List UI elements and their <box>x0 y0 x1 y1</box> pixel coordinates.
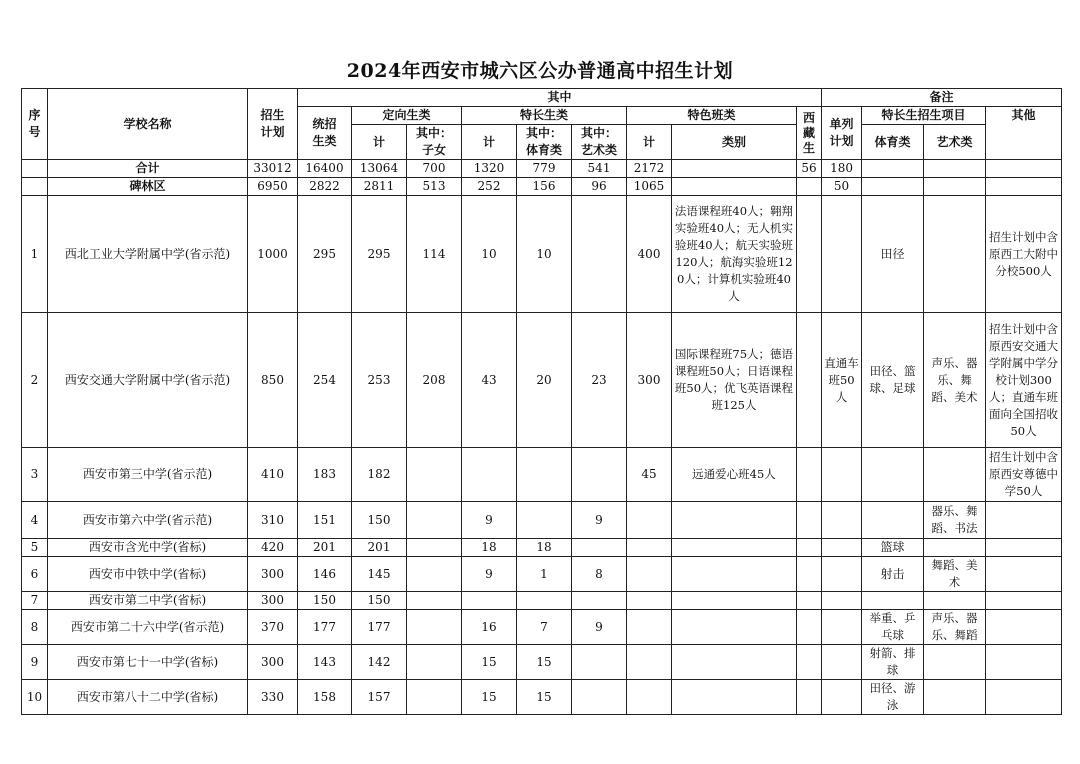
row-dx-zinv <box>407 557 462 592</box>
row-other <box>986 539 1062 557</box>
col-tc-tiyu: 其中： 体育类 <box>517 125 572 160</box>
row-ts-type: 国际课程班75人；德语课程班50人；日语课程班50人；优飞英语课程班125人 <box>672 313 797 448</box>
row-plan: 410 <box>248 448 298 502</box>
row-tc-tiyu: 1 <box>517 557 572 592</box>
row-ts-type: 法语课程班40人；翱翔实验班40人；无人机实验班40人；航天实验班120人；航海实验班120人；计算机实验班40人 <box>672 196 797 313</box>
row-no: 3 <box>22 448 48 502</box>
row-school: 西北工业大学附属中学(省示范) <box>48 196 248 313</box>
table-row <box>22 502 1062 539</box>
district-tongzhao: 2822 <box>298 178 352 196</box>
row-yishulei: 舞蹈、美术 <box>924 557 986 592</box>
col-dingxiang: 定向生类 <box>352 107 462 125</box>
row-ts-type: 远通爱心班45人 <box>672 448 797 502</box>
row-tiyulei: 田径、游泳 <box>862 680 924 715</box>
row-tc: 15 <box>462 645 517 680</box>
row-plan: 420 <box>248 539 298 557</box>
row-dx-zinv <box>407 645 462 680</box>
table-row <box>22 448 1062 502</box>
row-tongzhao: 151 <box>298 502 352 539</box>
row-tc-yishu: 9 <box>572 610 627 645</box>
table-row <box>22 610 1062 645</box>
row-ts-type <box>672 592 797 610</box>
row-tc-yishu <box>572 448 627 502</box>
row-tc <box>462 448 517 502</box>
row-danlie <box>822 448 862 502</box>
row-tc: 15 <box>462 680 517 715</box>
row-danlie <box>822 592 862 610</box>
row-tc-yishu <box>572 539 627 557</box>
row-tongzhao: 183 <box>298 448 352 502</box>
row-school: 西安交通大学附属中学(省示范) <box>48 313 248 448</box>
total-label: 合计 <box>48 160 248 178</box>
row-school: 西安市第七十一中学(省标) <box>48 645 248 680</box>
row-tongzhao: 201 <box>298 539 352 557</box>
row-xizang <box>797 313 822 448</box>
row-dx-zinv <box>407 680 462 715</box>
row-school: 西安市含光中学(省标) <box>48 539 248 557</box>
row-xizang <box>797 557 822 592</box>
table-row <box>22 592 1062 610</box>
row-danlie: 直通车班50人 <box>822 313 862 448</box>
col-qizhong: 其中 <box>298 89 822 107</box>
row-ts-type <box>672 645 797 680</box>
row-xizang <box>797 539 822 557</box>
row-ts: 45 <box>627 448 672 502</box>
row-no: 7 <box>22 592 48 610</box>
row-other <box>986 557 1062 592</box>
row-tongzhao: 158 <box>298 680 352 715</box>
row-dx: 295 <box>352 196 407 313</box>
row-xizang <box>797 592 822 610</box>
district-plan: 6950 <box>248 178 298 196</box>
row-tongzhao: 177 <box>298 610 352 645</box>
row-school: 西安市第二中学(省标) <box>48 592 248 610</box>
row-dx-zinv <box>407 610 462 645</box>
row-dx-zinv: 114 <box>407 196 462 313</box>
col-ts-leibie: 类别 <box>672 125 797 160</box>
row-danlie <box>822 610 862 645</box>
col-tiyulei: 体育类 <box>862 125 924 160</box>
row-tongzhao: 146 <box>298 557 352 592</box>
total-row <box>22 160 1062 178</box>
row-dx: 201 <box>352 539 407 557</box>
row-dx-zinv <box>407 539 462 557</box>
row-tc-yishu <box>572 196 627 313</box>
row-yishulei: 声乐、器乐、舞蹈 <box>924 610 986 645</box>
row-tc: 18 <box>462 539 517 557</box>
row-dx: 157 <box>352 680 407 715</box>
district-label: 碑林区 <box>48 178 248 196</box>
row-dx: 253 <box>352 313 407 448</box>
row-tc-tiyu: 7 <box>517 610 572 645</box>
row-tiyulei <box>862 448 924 502</box>
row-tiyulei: 射箭、排球 <box>862 645 924 680</box>
row-danlie <box>822 196 862 313</box>
row-tc: 9 <box>462 557 517 592</box>
table-row <box>22 557 1062 592</box>
row-plan: 330 <box>248 680 298 715</box>
row-tiyulei: 射击 <box>862 557 924 592</box>
row-other <box>986 680 1062 715</box>
row-danlie <box>822 645 862 680</box>
row-tc-tiyu: 18 <box>517 539 572 557</box>
row-tc-yishu <box>572 592 627 610</box>
district-danlie: 50 <box>822 178 862 196</box>
row-tc-yishu: 9 <box>572 502 627 539</box>
enrollment-plan-table <box>21 88 1062 715</box>
total-tongzhao: 16400 <box>298 160 352 178</box>
row-tc <box>462 592 517 610</box>
total-tc-yishu: 541 <box>572 160 627 178</box>
row-danlie <box>822 539 862 557</box>
col-techang-items: 特长生招生项目 <box>862 107 986 125</box>
district-tc-yishu: 96 <box>572 178 627 196</box>
row-ts-type <box>672 557 797 592</box>
row-dx: 182 <box>352 448 407 502</box>
row-tc: 10 <box>462 196 517 313</box>
row-ts-type <box>672 680 797 715</box>
row-dx: 177 <box>352 610 407 645</box>
col-tc-ji: 计 <box>462 125 517 160</box>
row-other <box>986 592 1062 610</box>
row-danlie <box>822 502 862 539</box>
row-ts <box>627 592 672 610</box>
table-row <box>22 313 1062 448</box>
row-xizang <box>797 502 822 539</box>
district-dx: 2811 <box>352 178 407 196</box>
row-ts <box>627 645 672 680</box>
row-xizang <box>797 645 822 680</box>
row-tc-tiyu <box>517 448 572 502</box>
row-tiyulei: 举重、乒乓球 <box>862 610 924 645</box>
row-yishulei <box>924 196 986 313</box>
row-yishulei <box>924 680 986 715</box>
row-tongzhao: 254 <box>298 313 352 448</box>
district-ts: 1065 <box>627 178 672 196</box>
col-tc-yishu: 其中： 艺术类 <box>572 125 627 160</box>
col-dx-ji: 计 <box>352 125 407 160</box>
district-tc: 252 <box>462 178 517 196</box>
row-dx: 142 <box>352 645 407 680</box>
row-tc: 16 <box>462 610 517 645</box>
row-no: 1 <box>22 196 48 313</box>
total-xizang: 56 <box>797 160 822 178</box>
row-tiyulei: 田径、篮球、足球 <box>862 313 924 448</box>
row-dx: 145 <box>352 557 407 592</box>
row-tongzhao: 295 <box>298 196 352 313</box>
row-ts <box>627 680 672 715</box>
row-yishulei: 器乐、舞蹈、书法 <box>924 502 986 539</box>
col-yishulei: 艺术类 <box>924 125 986 160</box>
row-xizang <box>797 448 822 502</box>
total-plan: 33012 <box>248 160 298 178</box>
row-dx: 150 <box>352 592 407 610</box>
row-plan: 850 <box>248 313 298 448</box>
row-dx-zinv <box>407 592 462 610</box>
row-no: 9 <box>22 645 48 680</box>
row-dx-zinv <box>407 448 462 502</box>
row-tc-yishu <box>572 645 627 680</box>
row-ts <box>627 539 672 557</box>
total-dx-zinv: 700 <box>407 160 462 178</box>
total-danlie: 180 <box>822 160 862 178</box>
row-other <box>986 645 1062 680</box>
row-no: 5 <box>22 539 48 557</box>
row-xizang <box>797 196 822 313</box>
row-tongzhao: 150 <box>298 592 352 610</box>
row-tc-tiyu: 15 <box>517 645 572 680</box>
row-tc: 9 <box>462 502 517 539</box>
row-plan: 300 <box>248 557 298 592</box>
row-ts-type <box>672 610 797 645</box>
row-plan: 310 <box>248 502 298 539</box>
col-ts-ji: 计 <box>627 125 672 160</box>
row-school: 西安市第八十二中学(省标) <box>48 680 248 715</box>
col-xizang: 西 藏 生 <box>797 107 822 160</box>
district-tc-tiyu: 156 <box>517 178 572 196</box>
row-tc-yishu <box>572 680 627 715</box>
row-no: 10 <box>22 680 48 715</box>
col-qita: 其他 <box>986 107 1062 160</box>
row-tiyulei <box>862 502 924 539</box>
row-tiyulei <box>862 592 924 610</box>
col-tongzhao: 统招 生类 <box>298 107 352 160</box>
row-tc: 43 <box>462 313 517 448</box>
row-dx-zinv: 208 <box>407 313 462 448</box>
row-tc-tiyu: 20 <box>517 313 572 448</box>
row-school: 西安市第三中学(省示范) <box>48 448 248 502</box>
col-beizhu: 备注 <box>822 89 1062 107</box>
row-ts <box>627 610 672 645</box>
row-tc-tiyu: 10 <box>517 196 572 313</box>
row-tc-yishu: 23 <box>572 313 627 448</box>
row-dx-zinv <box>407 502 462 539</box>
row-xizang <box>797 610 822 645</box>
row-yishulei <box>924 448 986 502</box>
row-other: 招生计划中含原西安交通大学附属中学分校计划300人；直通车班面向全国招收50人 <box>986 313 1062 448</box>
row-other: 招生计划中含原西工大附中分校500人 <box>986 196 1062 313</box>
row-yishulei <box>924 539 986 557</box>
row-school: 西安市第六中学(省示范) <box>48 502 248 539</box>
row-other <box>986 502 1062 539</box>
row-danlie <box>822 680 862 715</box>
page-title: 2024年西安市城六区公办普通高中招生计划 <box>346 60 734 82</box>
col-danlie: 单列 计划 <box>822 107 862 160</box>
row-no: 6 <box>22 557 48 592</box>
row-other <box>986 610 1062 645</box>
col-techang: 特长生类 <box>462 107 627 125</box>
row-danlie <box>822 557 862 592</box>
row-yishulei <box>924 592 986 610</box>
col-school: 学校名称 <box>48 89 248 160</box>
row-tc-tiyu <box>517 592 572 610</box>
col-dx-zinv: 其中： 子女 <box>407 125 462 160</box>
district-dx-zinv: 513 <box>407 178 462 196</box>
row-no: 8 <box>22 610 48 645</box>
row-yishulei: 声乐、器乐、舞蹈、美术 <box>924 313 986 448</box>
table-row <box>22 680 1062 715</box>
row-other: 招生计划中含原西安尊德中学50人 <box>986 448 1062 502</box>
total-tc-tiyu: 779 <box>517 160 572 178</box>
row-ts: 400 <box>627 196 672 313</box>
total-tc: 1320 <box>462 160 517 178</box>
row-tiyulei: 田径 <box>862 196 924 313</box>
row-tc-tiyu: 15 <box>517 680 572 715</box>
row-dx: 150 <box>352 502 407 539</box>
row-ts <box>627 502 672 539</box>
district-row <box>22 178 1062 196</box>
row-ts-type <box>672 539 797 557</box>
row-tiyulei: 篮球 <box>862 539 924 557</box>
row-school: 西安市第二十六中学(省示范) <box>48 610 248 645</box>
row-ts: 300 <box>627 313 672 448</box>
row-no: 4 <box>22 502 48 539</box>
row-plan: 1000 <box>248 196 298 313</box>
row-yishulei <box>924 645 986 680</box>
col-plan: 招生 计划 <box>248 89 298 160</box>
row-tc-tiyu <box>517 502 572 539</box>
row-tc-yishu: 8 <box>572 557 627 592</box>
row-school: 西安市中铁中学(省标) <box>48 557 248 592</box>
row-no: 2 <box>22 313 48 448</box>
table-row <box>22 539 1062 557</box>
row-ts <box>627 557 672 592</box>
row-tongzhao: 143 <box>298 645 352 680</box>
col-tese: 特色班类 <box>627 107 797 125</box>
row-plan: 300 <box>248 645 298 680</box>
row-plan: 370 <box>248 610 298 645</box>
total-ts: 2172 <box>627 160 672 178</box>
total-dx: 13064 <box>352 160 407 178</box>
table-row <box>22 196 1062 313</box>
col-seq: 序 号 <box>22 89 48 160</box>
row-xizang <box>797 680 822 715</box>
row-ts-type <box>672 502 797 539</box>
table-row <box>22 645 1062 680</box>
row-plan: 300 <box>248 592 298 610</box>
